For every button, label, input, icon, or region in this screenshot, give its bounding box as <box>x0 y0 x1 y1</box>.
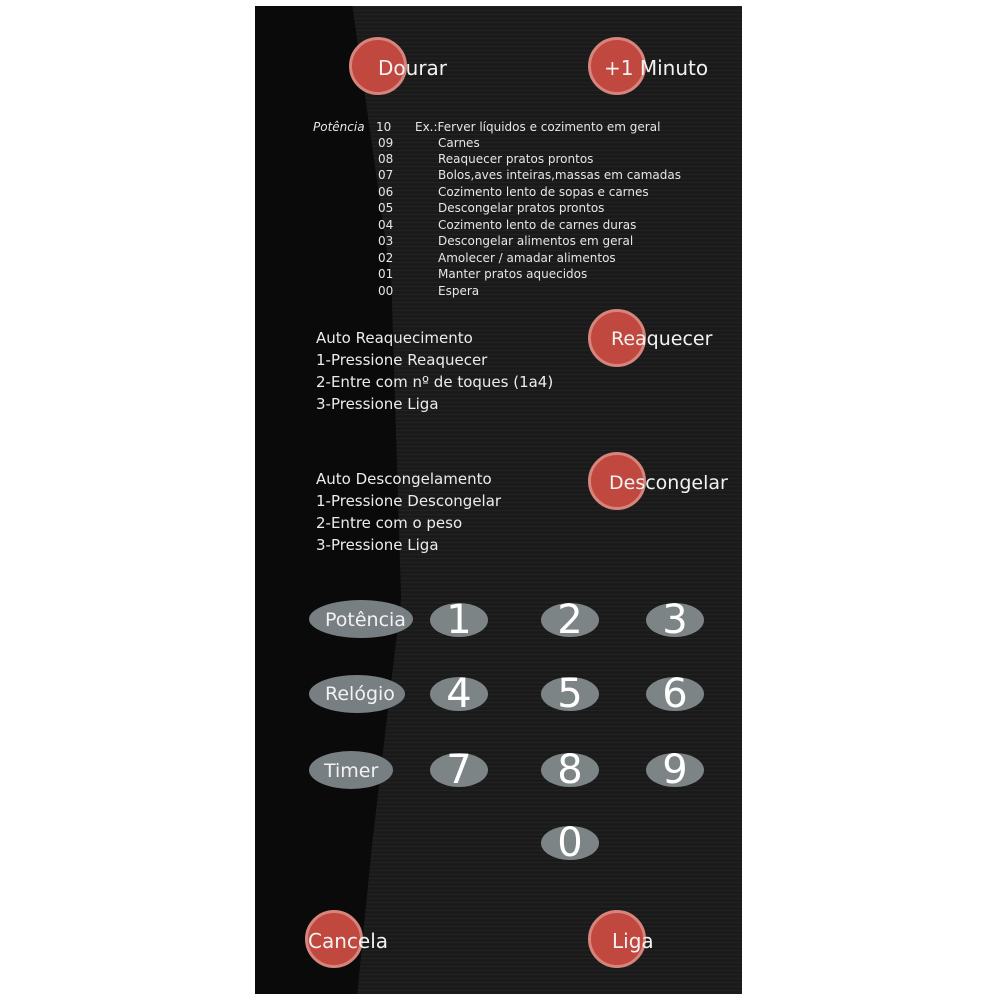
liga-button[interactable]: Liga <box>612 929 654 953</box>
auto-descongelamento-step-2: 2-Entre com o peso <box>316 514 463 532</box>
power-level-02: 02 <box>378 251 394 265</box>
power-level-09: 09 <box>378 136 394 150</box>
keypad-digit-2[interactable]: 2 <box>557 597 583 643</box>
auto-reaquecimento-step-1: 1-Pressione Reaquecer <box>316 351 488 369</box>
power-desc-08: Reaquecer pratos prontos <box>438 152 594 166</box>
cancela-button[interactable]: Cancela <box>308 929 389 953</box>
power-level-08: 08 <box>378 152 394 166</box>
descongelar-button[interactable]: Descongelar <box>609 472 728 494</box>
power-desc-06: Cozimento lento de sopas e carnes <box>438 185 649 199</box>
power-level-05: 05 <box>378 201 394 215</box>
power-level-01: 01 <box>378 267 394 281</box>
power-desc-10: Ex.:Ferver líquidos e cozimento em geral <box>415 120 661 134</box>
keypad-digit-1[interactable]: 1 <box>446 597 472 643</box>
auto-descongelamento-step-3: 3-Pressione Liga <box>316 536 439 554</box>
auto-reaquecimento-step-2: 2-Entre com nº de toques (1a4) <box>316 373 554 391</box>
keypad-digit-9[interactable]: 9 <box>662 747 688 793</box>
power-desc-01: Manter pratos aquecidos <box>438 267 588 281</box>
dourar-button[interactable]: Dourar <box>378 56 448 80</box>
auto-reaquecimento-title: Auto Reaquecimento <box>316 329 473 347</box>
keypad-digit-0[interactable]: 0 <box>557 820 583 866</box>
keypad-digit-7[interactable]: 7 <box>446 747 472 793</box>
power-level-10: 10 <box>376 120 392 134</box>
power-desc-09: Carnes <box>438 136 480 150</box>
keypad-digit-3[interactable]: 3 <box>662 597 688 643</box>
power-desc-05: Descongelar pratos prontos <box>438 201 605 215</box>
relogio-button[interactable]: Relógio <box>325 683 395 705</box>
power-desc-03: Descongelar alimentos em geral <box>438 234 634 248</box>
power-level-00: 00 <box>378 284 394 298</box>
reaquecer-button[interactable]: Reaquecer <box>611 328 713 350</box>
auto-descongelamento-title: Auto Descongelamento <box>316 470 492 488</box>
power-table-header: Potência <box>313 120 365 134</box>
auto-reaquecimento-step-3: 3-Pressione Liga <box>316 395 439 413</box>
power-desc-02: Amolecer / amadar alimentos <box>438 251 616 265</box>
power-desc-04: Cozimento lento de carnes duras <box>438 218 637 232</box>
auto-descongelamento-step-1: 1-Pressione Descongelar <box>316 492 502 510</box>
keypad-digit-8[interactable]: 8 <box>557 747 583 793</box>
power-level-07: 07 <box>378 168 394 182</box>
power-level-03: 03 <box>378 234 394 248</box>
power-desc-07: Bolos,aves inteiras,massas em camadas <box>438 168 682 182</box>
keypad-digit-5[interactable]: 5 <box>557 671 583 717</box>
keypad-digit-6[interactable]: 6 <box>662 671 688 717</box>
power-level-06: 06 <box>378 185 394 199</box>
power-desc-00: Espera <box>438 284 480 298</box>
potencia-button[interactable]: Potência <box>325 609 406 631</box>
keypad-digit-4[interactable]: 4 <box>446 671 472 717</box>
power-level-04: 04 <box>378 218 394 232</box>
timer-button[interactable]: Timer <box>324 760 379 782</box>
mais-minuto-button[interactable]: +1 Minuto <box>604 56 709 80</box>
